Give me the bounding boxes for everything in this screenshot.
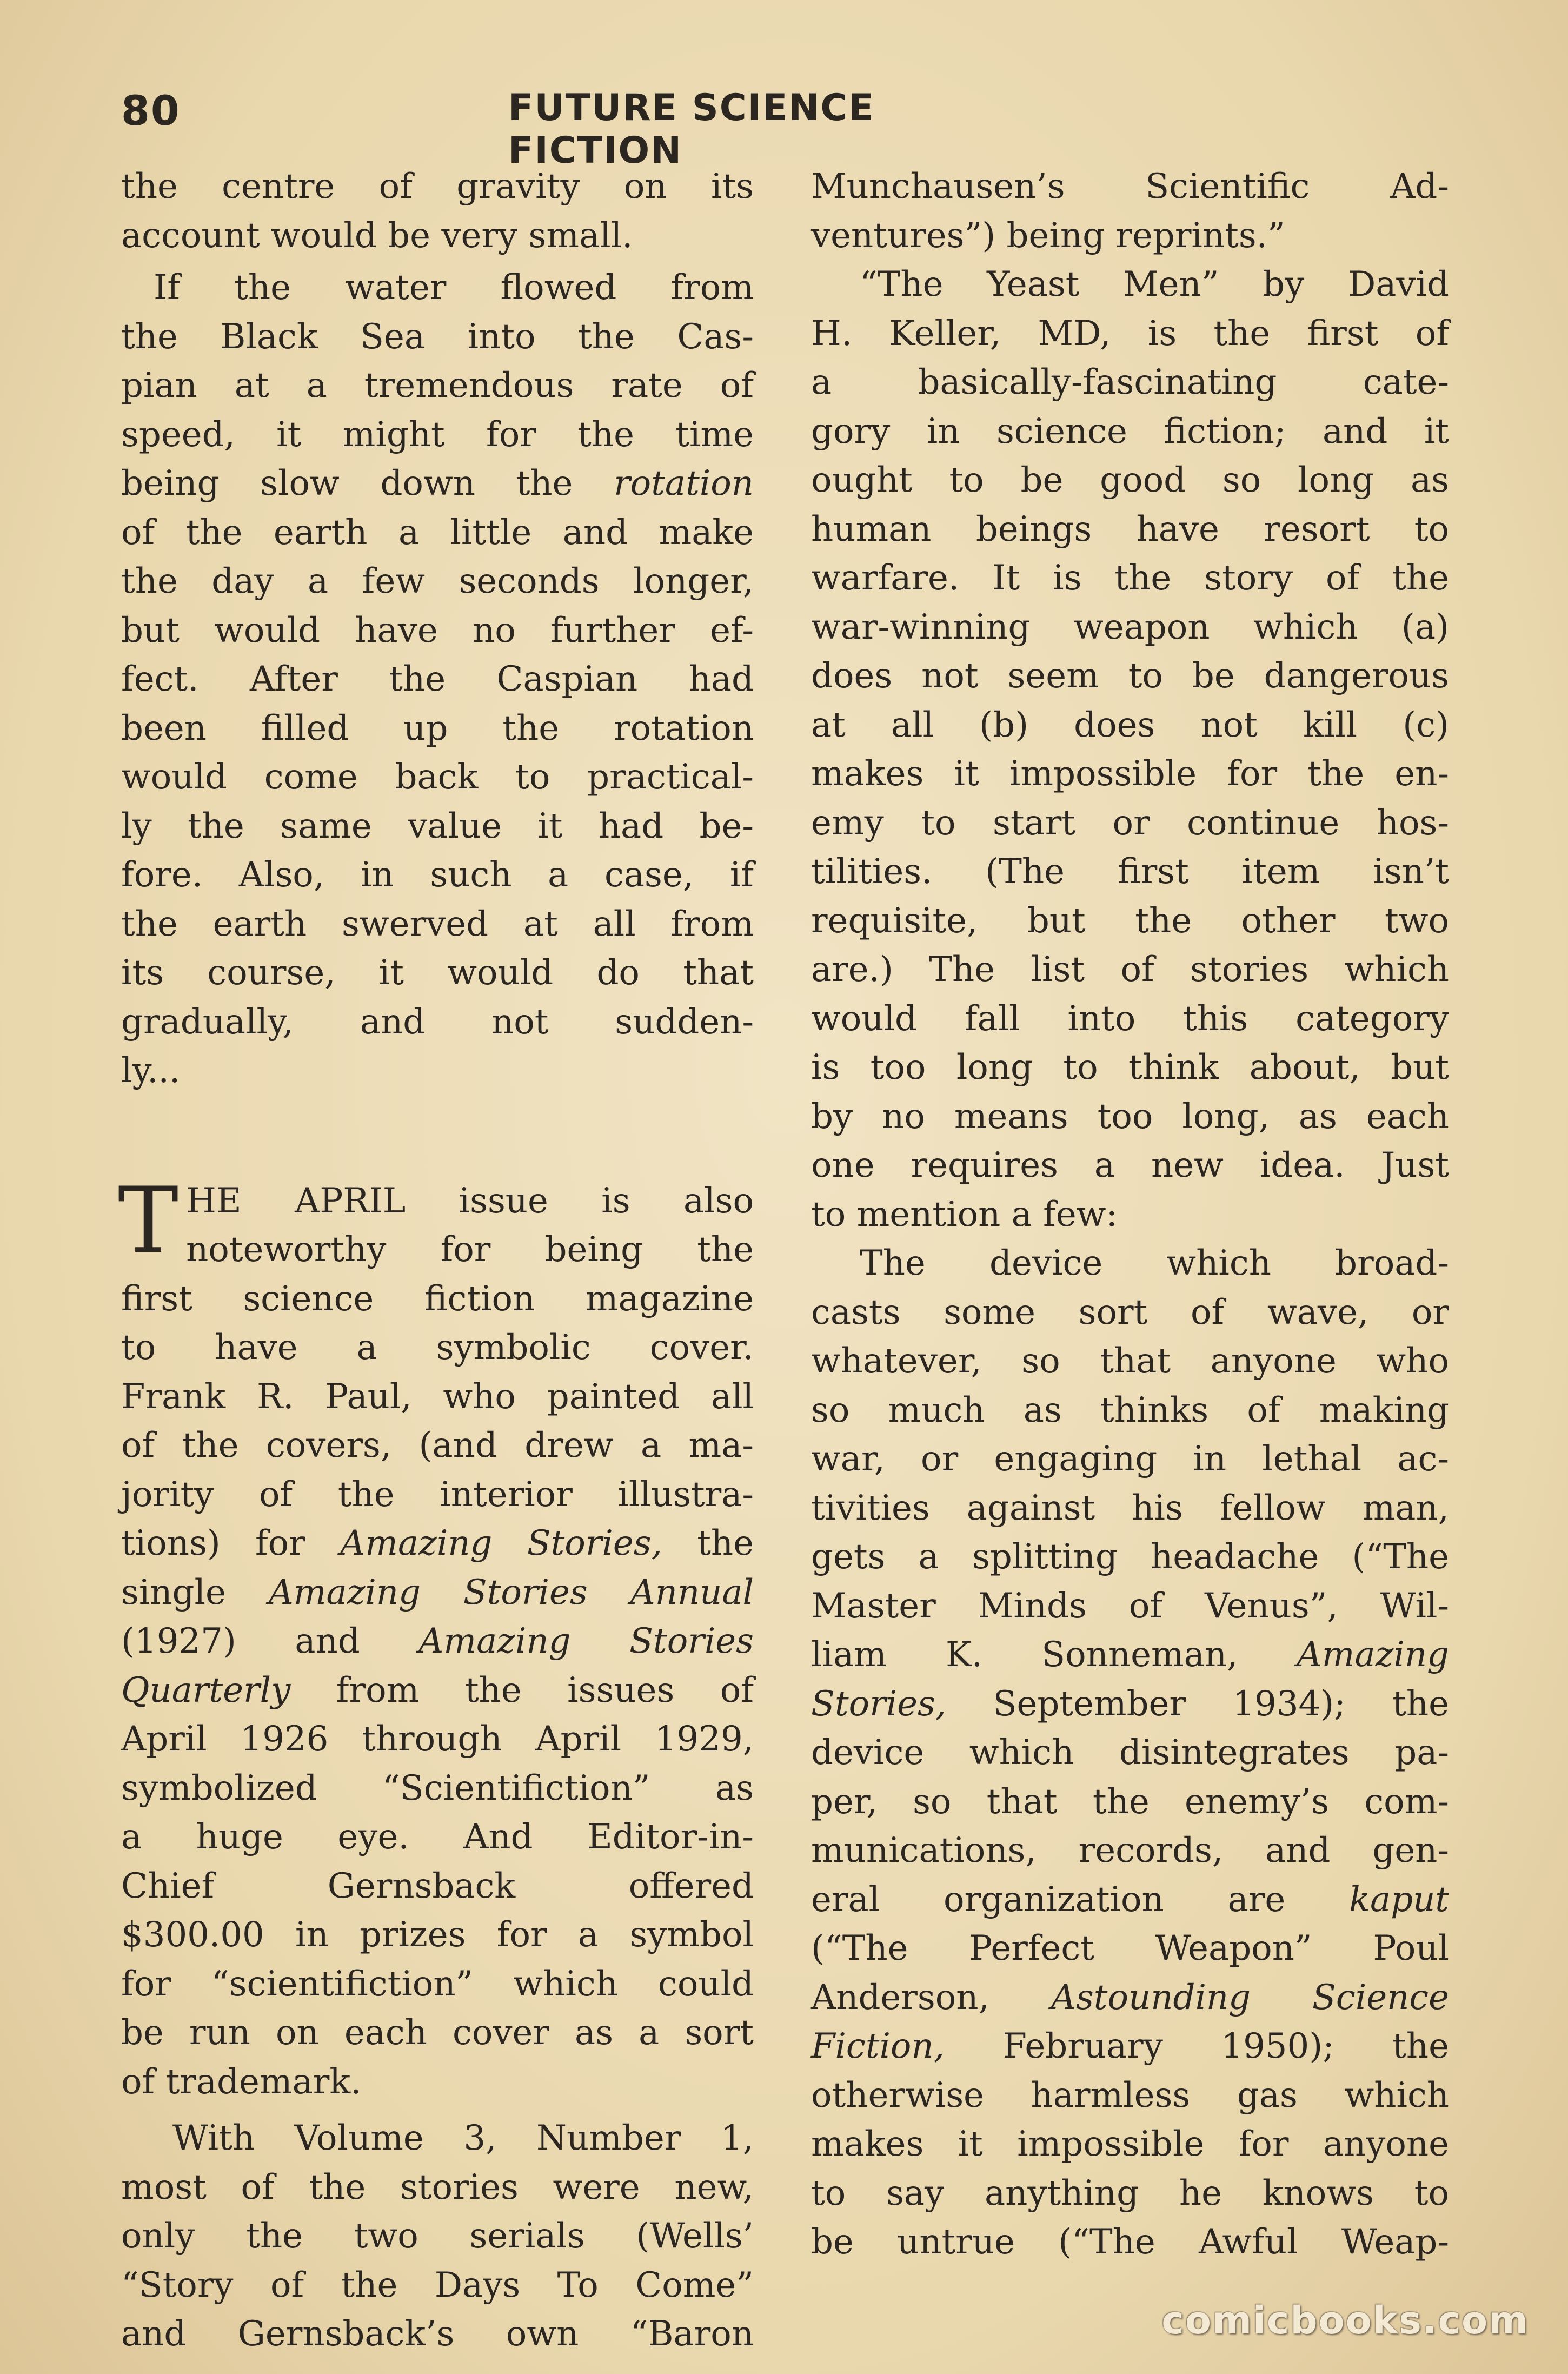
paragraph — [121, 263, 754, 1096]
text-line: to mention a few: — [811, 1194, 1118, 1235]
text-line: would fall into this category — [811, 998, 1449, 1039]
text-line: With Volume 3, Number 1, — [172, 2118, 754, 2158]
text-line: for “scientifiction” which could — [121, 1964, 754, 2004]
text-line: tions) for Amazing Stories, the — [121, 1523, 754, 1563]
text-line: Chief Gernsback offered — [121, 1866, 754, 1906]
text-line: is too long to think about, but — [811, 1047, 1449, 1087]
text-line: tilities. (The first item isn’t — [811, 852, 1449, 892]
paragraph — [121, 2114, 754, 2359]
text-line: and Gernsback’s own “Baron — [121, 2314, 754, 2354]
text-line: would come back to practical- — [121, 757, 754, 797]
paragraph — [811, 162, 1449, 260]
text-line: tivities against his fellow man, — [811, 1488, 1449, 1528]
text-line: been filled up the rotation — [121, 708, 754, 748]
text-line: a huge eye. And Editor-in- — [121, 1817, 754, 1857]
text-line: the day a few seconds longer, — [121, 561, 754, 601]
text-line: the earth swerved at all from — [121, 904, 754, 944]
text-line: HE APRIL issue is also — [186, 1181, 754, 1221]
text-line: per, so that the enemy’s com- — [811, 1781, 1449, 1822]
watermark: comicbooks.com — [1161, 2298, 1529, 2343]
text-line: casts some sort of wave, or — [811, 1292, 1449, 1332]
text-line: but would have no further ef- — [121, 610, 754, 651]
paragraph — [811, 1239, 1449, 2267]
text-line: “The Yeast Men” by David — [860, 264, 1449, 304]
text-line: single Amazing Stories Annual — [121, 1572, 754, 1613]
text-line: by no means too long, as each — [811, 1096, 1449, 1137]
text-line: to have a symbolic cover. — [121, 1328, 754, 1368]
text-line: a basically-fascinating cate- — [811, 362, 1449, 402]
text-line: ventures”) being reprints.” — [811, 215, 1285, 256]
text-line: jority of the interior illustra- — [121, 1474, 754, 1515]
text-line: If the water flowed from — [154, 268, 754, 308]
text-line: only the two serials (Wells’ — [121, 2216, 754, 2256]
text-line: (1927) and Amazing Stories — [121, 1621, 754, 1661]
text-line: of trademark. — [121, 2061, 362, 2102]
text-line: first science fiction magazine — [121, 1278, 754, 1319]
text-line: symbolized “Scientifiction” as — [121, 1768, 754, 1808]
text-line: otherwise harmless gas which — [811, 2075, 1449, 2116]
text-line: gradually, and not sudden- — [121, 1002, 754, 1042]
text-line: are.) The list of stories which — [811, 950, 1449, 990]
text-line: war, or engaging in lethal ac- — [811, 1439, 1449, 1479]
text-line: fore. Also, in such a case, if — [121, 855, 754, 895]
text-line: makes it impossible for the en- — [811, 754, 1449, 794]
text-line: one requires a new idea. Just — [811, 1145, 1449, 1185]
text-line: “Story of the Days To Come” — [121, 2265, 754, 2305]
text-line: The device which broad- — [860, 1243, 1449, 1283]
text-line: ought to be good so long as — [811, 460, 1449, 500]
text-line: requisite, but the other two — [811, 900, 1449, 941]
text-line: most of the stories were new, — [121, 2167, 754, 2207]
text-line: ly the same value it had be- — [121, 806, 754, 846]
text-line: (“The Perfect Weapon” Poul — [811, 1928, 1449, 1968]
text-line: April 1926 through April 1929, — [121, 1719, 754, 1759]
text-line: ly... — [121, 1051, 181, 1091]
text-line: of the earth a little and make — [121, 512, 754, 553]
text-line: eral organization are kaput — [811, 1879, 1449, 1920]
text-line: noteworthy for being the — [186, 1230, 754, 1270]
text-line: $300.00 in prizes for a symbol — [121, 1915, 754, 1955]
text-line: warfare. It is the story of the — [811, 558, 1449, 598]
text-line: pian at a tremendous rate of — [121, 366, 754, 406]
text-line: being slow down the rotation — [121, 463, 754, 503]
text-line: H. Keller, MD, is the first of — [811, 313, 1449, 354]
drop-cap: T — [118, 1167, 179, 1274]
text-line: of the covers, (and drew a ma- — [121, 1425, 754, 1465]
text-line: human beings have resort to — [811, 509, 1449, 549]
text-line: munications, records, and gen- — [811, 1831, 1449, 1871]
text-line: Stories, September 1934); the — [811, 1683, 1449, 1724]
running-head: FUTURE SCIENCE FICTION — [508, 87, 875, 172]
text-line: speed, it might for the time — [121, 414, 754, 455]
text-line: the Black Sea into the Cas- — [121, 316, 754, 357]
paragraph — [118, 1167, 754, 2107]
text-line: fect. After the Caspian had — [121, 659, 754, 699]
page-number: 80 — [121, 87, 181, 135]
text-line: account would be very small. — [121, 215, 633, 256]
text-line: so much as thinks of making — [811, 1390, 1449, 1430]
text-line: liam K. Sonneman, Amazing — [811, 1635, 1449, 1675]
text-line: its course, it would do that — [121, 953, 754, 993]
paragraph — [811, 260, 1449, 1239]
text-line: Anderson, Astounding Science — [811, 1977, 1449, 2018]
text-line: does not seem to be dangerous — [811, 656, 1449, 696]
text-line: gets a splitting headache (“The — [811, 1537, 1449, 1577]
text-line: war-winning weapon which (a) — [811, 607, 1449, 647]
text-line: gory in science fiction; and it — [811, 411, 1449, 452]
text-line: whatever, so that anyone who — [811, 1341, 1449, 1381]
text-line: be untrue (“The Awful Weap- — [811, 2222, 1449, 2262]
left-column — [118, 162, 754, 2359]
text-line: device which disintegrates pa- — [811, 1733, 1449, 1773]
section-gap — [121, 1096, 754, 1177]
text-line: makes it impossible for anyone — [811, 2124, 1449, 2164]
text-line: Munchausen’s Scientific Ad- — [811, 167, 1449, 207]
text-line: Quarterly from the issues of — [121, 1670, 754, 1710]
text-line: Fiction, February 1950); the — [811, 2026, 1449, 2066]
text-line: be run on each cover as a sort — [121, 2013, 754, 2053]
text-line: to say anything he knows to — [811, 2173, 1449, 2213]
paragraph — [121, 162, 754, 260]
text-line: emy to start or continue hos- — [811, 803, 1449, 843]
text-line: the centre of gravity on its — [121, 167, 754, 207]
text-line: at all (b) does not kill (c) — [811, 705, 1449, 745]
text-line: Frank R. Paul, who painted all — [121, 1376, 754, 1417]
right-column — [811, 162, 1449, 2267]
text-line: Master Minds of Venus”, Wil- — [811, 1586, 1449, 1626]
